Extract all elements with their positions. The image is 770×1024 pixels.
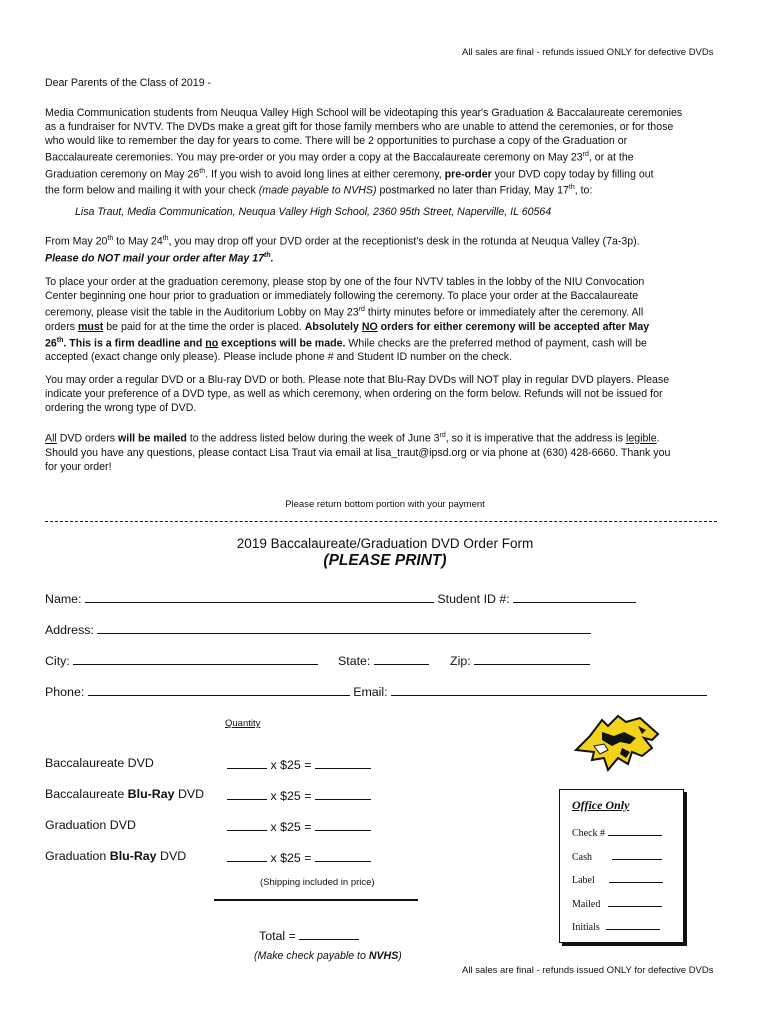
item-graduation-dvd-row: x $25 =	[227, 818, 371, 834]
total-field[interactable]	[299, 927, 359, 940]
city-row	[45, 652, 318, 668]
phone-email-row	[45, 683, 707, 699]
office-only-title: Office Only	[572, 798, 630, 812]
form-subtitle: (PLEASE PRINT)	[323, 552, 447, 569]
item-baccalaureate-bluray-label: Baccalaureate Blu-Ray DVD	[45, 787, 205, 801]
quantity-field[interactable]	[227, 818, 267, 831]
address-row	[45, 621, 591, 637]
item-baccalaureate-dvd-row: x $25 =	[227, 756, 371, 772]
address-label: Address:	[45, 623, 94, 637]
p4-line-2: indicate your preference of a DVD type, as well as which ceremony, when ordering on the form below. Refunds will not be issued for	[45, 388, 663, 400]
office-row-label: Label	[572, 873, 663, 886]
p3-line-1: To place your order at the graduation ceremony, please stop by one of the four NVTV tables in the lobby of the NIU Convocation	[45, 276, 645, 288]
p4-line-3: ordering the wrong type of DVD.	[45, 402, 197, 414]
item-graduation-dvd-label: Graduation DVD	[45, 818, 136, 832]
zip-label: Zip:	[450, 654, 471, 668]
p3-line-5: 26th. This is a firm deadline and no exceptions will be made. While checks are the preferred method of payment, cash will be	[45, 336, 647, 350]
header-sales-note: All sales are final - refunds issued ONLY for defective DVDs	[462, 47, 714, 58]
letter-paragraph-5	[45, 429, 725, 474]
p1-line-2: as a fundraiser for NVTV. The DVDs make a great gift for those family members who are unable to attend the ceremonies, or for those	[45, 121, 674, 133]
email-field[interactable]	[391, 683, 707, 696]
p3-line-3: ceremony, please visit the table in the Auditorium Lobby on May 23rd thirty minutes before or immediately after the ceremony. All	[45, 306, 644, 319]
letter-paragraph-2	[45, 232, 725, 265]
p1-line-3: who would like to remember the day for years to come. There will be 2 opportunities to purchase a copy of the Graduation or	[45, 135, 628, 147]
cut-line	[45, 521, 717, 522]
return-note: Please return bottom portion with your payment	[285, 499, 485, 510]
letter-greeting: Dear Parents of the Class of 2019 -	[45, 77, 212, 89]
zip-group	[450, 652, 590, 668]
p5-line-2: Should you have any questions, please contact Lisa Traut via email at lisa_traut@ipsd.org or via phone at (630) 428-6660. Thank you	[45, 446, 671, 459]
mailing-address: Lisa Traut, Media Communication, Neuqua Valley High School, 2360 95th Street, Naperville, IL 60564	[75, 206, 552, 218]
footer-sales-note: All sales are final - refunds issued ONLY for defective DVDs	[462, 965, 714, 976]
subtotal-field[interactable]	[315, 818, 371, 831]
item-baccalaureate-bluray-row: x $25 =	[227, 787, 371, 803]
name-row	[45, 590, 636, 606]
subtotal-field[interactable]	[315, 787, 371, 800]
address-field[interactable]	[97, 621, 591, 634]
office-row-cash: Cash	[572, 850, 662, 863]
p3-line-6: accepted (exact change only please). Please include phone # and Student ID number on the check.	[45, 351, 513, 364]
total-label: Total =	[259, 929, 296, 943]
p1-line-1: Media Communication students from Neuqua Valley High School will be videotaping this year's Graduation & Baccalaureate ceremonies	[45, 107, 683, 119]
quantity-field[interactable]	[227, 756, 267, 769]
form-title: 2019 Baccalaureate/Graduation DVD Order Form	[236, 536, 534, 551]
p3-line-2: Center beginning one hour prior to graduation or immediately following the ceremony. To place your order at the Baccalaureate	[45, 290, 639, 302]
item-baccalaureate-dvd-label: Baccalaureate DVD	[45, 756, 154, 770]
shipping-note: (Shipping included in price)	[260, 877, 375, 888]
phone-field[interactable]	[88, 683, 350, 696]
email-label: Email:	[353, 685, 388, 699]
payable-note: (Make check payable to NVHS)	[254, 950, 402, 962]
letter-paragraph-3	[45, 275, 725, 364]
letter-paragraph-4	[45, 373, 725, 415]
subtotal-field[interactable]	[315, 756, 371, 769]
p2-line-1: From May 20th to May 24th, you may drop off your DVD order at the receptionist’s desk in the rotunda at Neuqua Valley (7a-3p).	[45, 235, 640, 248]
p1-line-4: Baccalaureate ceremonies. You may pre-order or you may order a copy at the Baccalaureate ceremony on May 23rd, or at the	[45, 151, 634, 164]
quantity-field[interactable]	[227, 849, 267, 862]
office-row-initials: Initials	[572, 920, 660, 933]
p1-line-5: Graduation ceremony on May 26th. If you wish to avoid long lines at either ceremony, pre-order your DVD copy today by filling out	[45, 167, 654, 181]
quantity-field[interactable]	[227, 787, 267, 800]
subtotal-field[interactable]	[315, 849, 371, 862]
item-graduation-bluray-row: x $25 =	[227, 849, 371, 865]
office-row-mailed: Mailed	[572, 897, 662, 910]
p5-line-1: All DVD orders will be mailed to the address listed below during the week of June 3rd, so it is imperative that the address is legible.	[45, 432, 660, 445]
office-only-box	[559, 789, 684, 943]
student-id-label: Student ID #:	[437, 592, 510, 606]
zip-field[interactable]	[474, 652, 590, 665]
letter-paragraph-1	[45, 106, 725, 198]
student-id-field[interactable]	[513, 590, 636, 603]
total-divider	[214, 899, 418, 901]
name-label: Name:	[45, 592, 82, 606]
state-field[interactable]	[374, 652, 429, 665]
state-group	[338, 652, 429, 668]
p5-line-3: for your order!	[45, 460, 112, 473]
p4-line-1: You may order a regular DVD or a Blu-ray DVD or both. Please note that Blu-Ray DVDs will NOT play in regular DVD players. Please	[45, 374, 670, 386]
p2-line-2: Please do NOT mail your order after May 17th.	[45, 251, 274, 265]
state-label: State:	[338, 654, 371, 668]
total-row	[259, 927, 359, 943]
quantity-header: Quantity	[225, 718, 261, 729]
city-field[interactable]	[73, 652, 318, 665]
office-row-check: Check #	[572, 826, 662, 839]
p3-line-4: orders must be paid for at the time the order is placed. Absolutely NO orders for either ceremony will be accepted after May	[45, 320, 650, 333]
wildcat-mascot-icon	[572, 712, 662, 772]
item-graduation-bluray-label: Graduation Blu-Ray DVD	[45, 849, 187, 863]
city-label: City:	[45, 654, 70, 668]
name-field[interactable]	[85, 590, 434, 603]
p1-line-6: the form below and mailing it with your check (made payable to NVHS) postmarked no later than Friday, May 17th, to:	[45, 184, 593, 197]
phone-label: Phone:	[45, 685, 85, 699]
